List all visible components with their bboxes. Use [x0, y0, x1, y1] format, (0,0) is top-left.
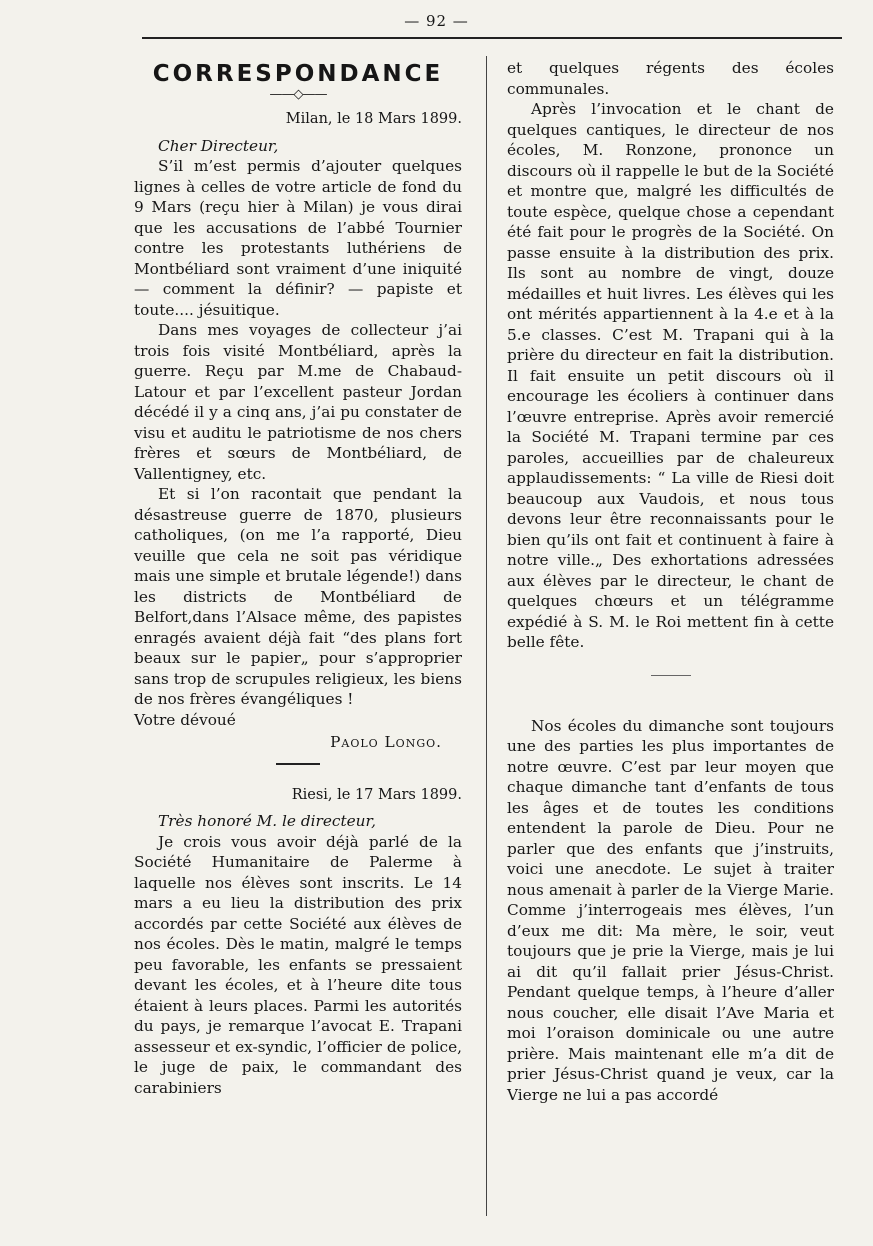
letter2-paragraph-3: Nos écoles du dimanche sont toujours une des parties les plus importantes de notre œuvre. C’est par leur moyen que chaque dimanche tant d’enfants de tous les âges et de toutes les conditions entendent la parole de Dieu. Pour ne parler que des enfants que j’instruits, voici une anecdote. Le sujet à traiter nous amenait à parler de la Vierge Marie. Comme j’interrogeais mes élèves, l’un d’eux me dit: Ma mère, le soir, veut toujours que je prie la Vierge, mais je lui ai dit qu’il fallait prier Jésus-Christ. Pendant quelque temps, à l’heure d’aller nous coucher, elle disait l’Ave Maria et moi l’oraison dominicale ou une autre prière. Mais maintenant elle m’a dit de prier Jésus-Christ quand je veux, car la Vierge ne lui a pas accordé [507, 716, 834, 1104]
header-rule [142, 37, 842, 39]
column-divider [486, 56, 487, 1216]
letter2-paragraph-1: Je crois vous avoir déjà parlé de la Société Humanitaire de Palerme à laquelle nos élèves sont inscrits. Le 14 mars a eu lieu la distribution des prix accordés par cette Société aux élèves de nos écoles. Dès le matin, malgré le temps peu favorable, les enfants se pressaient devant les écoles, et à l’heure dite tous étaient à leurs places. Parmi les autorités du pays, je remarque l’avocat E. Trapani assesseur et ex-syndic, l’officier de police, le juge de paix, le commandant des carabiniers [134, 832, 462, 1097]
section-separator [276, 763, 320, 765]
title-ornament: ——◇—— [269, 86, 327, 102]
letter1-paragraph-2: Dans mes voyages de collecteur j’ai trois fois visité Montbéliard, après la guerre. Reçu par M.me de Chabaud-Latour et par l’excellent pasteur Jordan décédé il y a cinq ans, j’ai pu constater de visu et auditu le patriotisme de nos chers frères et sœurs de Montbéliard, de Vallentigney, etc. [134, 321, 462, 483]
left-column [134, 58, 462, 1098]
right-column [507, 58, 834, 1105]
letter1-signature: Paolo Longo. [330, 733, 442, 751]
section-title: CORRESPONDANCE [152, 61, 444, 87]
paragraph-separator [651, 675, 691, 676]
letter1-closing: Votre dévoué [134, 710, 236, 729]
letter1-dateline: Milan, le 18 Mars 1899. [285, 111, 462, 127]
letter1-paragraph-3: Et si l’on racontait que pendant la désastreuse guerre de 1870, plusieurs catholiques, (on me l’a rapporté, Dieu veuille que cela ne soit pas véridique mais une simple et brutale légende!) dans les districts de Montbéliard de Belfort,dans l’Alsace même, des papistes enragés avaient déjà fait “des plans fort beaux sur le papier„ pour s’approprier sans trop de scrupules religieux, les biens de nos frères évangéliques ! [134, 485, 462, 708]
letter1-paragraph-1: S’il m’est permis d’ajouter quelques lignes à celles de votre article de fond du 9 Mars (reçu hier à Milan) je vous dirai que les accusations de l’abbé Tournier contre les protestants luthériens de Montbéliard sont vraiment d’une iniquité — comment la définir? — papiste et toute.... jésuitique. [134, 157, 462, 319]
letter2-salutation: Très honoré M. le directeur, [158, 812, 376, 830]
letter1-salutation: Cher Directeur, [158, 136, 279, 155]
letter2-dateline: Riesi, le 17 Mars 1899. [291, 786, 462, 803]
letter2-continuation: et quelques régents des écoles communales. [507, 59, 834, 98]
letter2-paragraph-2: Après l’invocation et le chant de quelques cantiques, le directeur de nos écoles, M. Ronzone, prononce un discours où il rappelle le but de la Société et montre que, malgré les difficultés de toute espèce, quelque chose a cependant été fait pour le progrès de la Société. On passe ensuite à la distribution des prix. Ils sont au nombre de vingt, douze médailles et huit livres. Les élèves qui les ont mérités appartiennent à la 4.e et à la 5.e classes. C’est M. Trapani qui à la prière du directeur en fait la distribution. Il fait ensuite un petit discours où il encourage les écoliers à continuer dans l’œuvre entreprise. Après avoir remercié la Société M. Trapani termine par ces paroles, accueillies par de chaleureux applaudissements: “ La ville de Riesi doit beaucoup aux Vaudois, et nous tous devons leur être reconnaissants pour le bien qu’ils ont fait et continuent à faire à notre ville.„ Des exhortations adressées aux élèves par le directeur, le chant de quelques chœurs et un télégramme expédié à S. M. le Roi mettent fin à cette belle fête. [507, 100, 834, 651]
page-number: — 92 — [404, 12, 469, 30]
